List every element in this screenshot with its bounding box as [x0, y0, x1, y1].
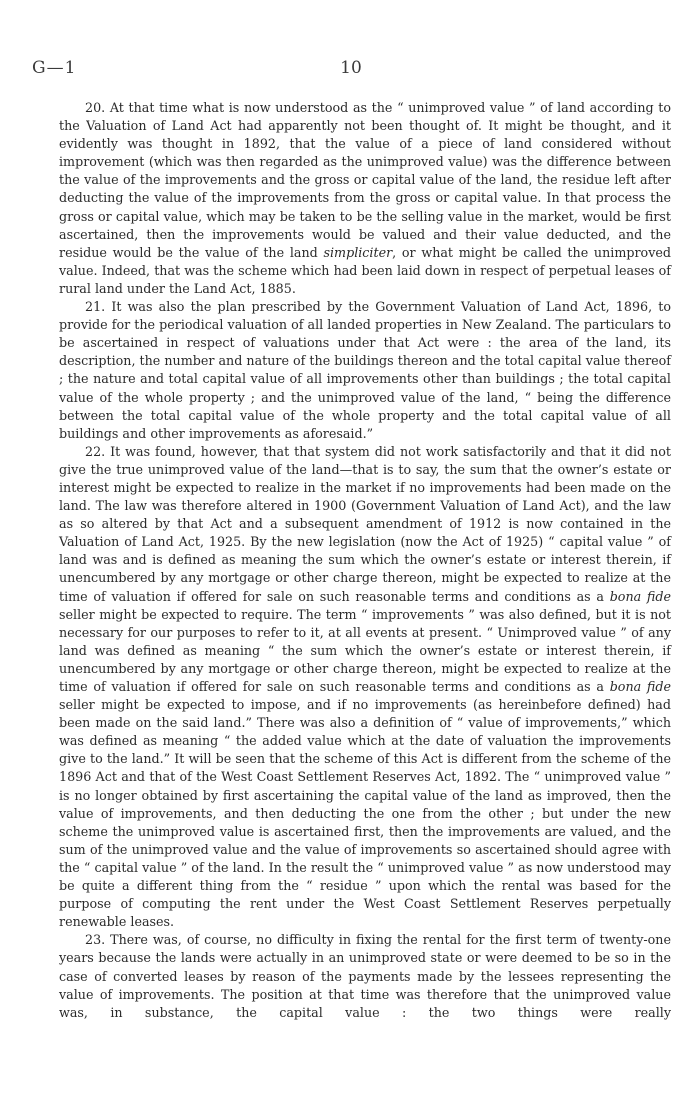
- paragraph-22-part-1: 22. It was found, however, that that system did not work satisfactorily and that it did not give the true unimproved value of the land—that is to say, the sum that the owner’s estate or interest might be expected to realize in the market if no improvements had been made on the land. The law was therefore altered in 1900 (Government Valuation of Land Act), and the law as so altered by that Act and a subsequent amendment of 1912 is now contained in the Valuation of Land Act, 1925. By the new legislation (now the Act of 1925) “ capital value ” of land was and is defined as meaning the sum which the owner’s estate or interest therein, if unencumbered by any mortgage or other charge thereon, might be expected to realize at the time of valuation if offered for sale on such reasonable terms and conditions as a: [59, 443, 671, 604]
- paragraph-23-text: 23. There was, of course, no difficulty in fixing the rental for the first term of twenty-one years because the lands were actually in an unimproved state or were deemed to be so in the case of converted leases by reason of the payments made by the lessees representing the value of improvements. The position at that time was therefore that the unimproved value was, in substance, the capital value : the two things were really: [59, 932, 671, 1020]
- paragraph-22-italic-1: bona fide: [609, 588, 671, 604]
- paragraph-21-text: 21. It was also the plan prescribed by the Government Valuation of Land Act, 1896, to provide for the periodical valuation of all landed properties in New Zealand. The particulars to be ascertained in respect of valuations under that Act were : the area of the land, its description, the number and nature of the buildings thereon and the total capital value thereof ; the nature and total capital value of all improvements other than buildings ; the total capital value of the whole property ; and the unimproved value of the land, “ being the difference between the total capital value of the whole property and the total capital value of all buildings and other improvements as aforesaid.”: [59, 299, 671, 441]
- paragraph-20-italic: simpliciter: [323, 244, 393, 260]
- paragraph-22-part-2: seller might be expected to require. The term “ improvements ” was also defined, but it is not necessary for our purposes to refer to it, at all events at present. “ Unimproved value ” of any land was defined as meaning “ the sum which the owner’s estate or interest therein, if unencumbered by any mortgage or other charge thereon, might be expected to realize at the time of valuation if offered for sale on such reasonable terms and conditions as a: [59, 606, 671, 694]
- paragraph-21: [59, 298, 671, 443]
- paragraph-20-text: 20. At that time what is now understood as the “ unimproved value ” of land according to the Valuation of Land Act had apparently not been thought of. It might be thought, and it evidently was thought in 1892, that the value of a piece of land considered without improvement (which was then regarded as the unimproved value) was the difference between the value of the improvements and the gross or capital value of the land, the residue left after deducting the value of the improvements from the gross or capital value. In that process the gross or capital value, which may be taken to be the selling value in the market, would be first ascertained, then the improvements would be valued and their value deducted, and the residue would be the value of the land: [59, 100, 671, 260]
- page-header: [32, 58, 670, 82]
- paragraph-20: [59, 99, 671, 298]
- page-reference: G—1: [32, 58, 77, 78]
- paragraph-22-part-3: seller might be expected to impose, and if no improvements (as hereinbefore defined) had been made on the said land.” There was also a definition of “ value of improvements,” which was defined as meaning “ the added value which at the date of valuation the improvements give to the land.” It will be seen that the scheme of this Act is different from the scheme of the 1896 Act and that of the West Coast Settlement Reserves Act, 1892. The “ unimproved value ” is no longer obtained by first ascertaining the capital value of the land as improved, then the value of improvements, and then deducting the one from the other ; but under the new scheme the unimproved value is ascertained first, then the improvements are valued, and the sum of the unimproved value and the value of improvements so ascertained should agree with the “ capital value ” of the land. In the result the “ unimproved value ” as now understood may be quite a different thing from the “ residue ” upon which the rental was based for the purpose of computing the rent under the West Coast Settlement Reserves perpetually renewable leases.: [59, 697, 671, 930]
- paragraph-20-tail: , or what might be called the unimproved value. Indeed, that was the scheme which had been laid down in respect of perpetual leases of rural land under the Land Act, 1885.: [59, 244, 671, 296]
- paragraph-22: [59, 443, 671, 932]
- paragraph-22-italic-2: bona fide: [609, 679, 671, 694]
- body-text: [59, 99, 671, 1022]
- page-number: 10: [340, 58, 362, 78]
- paragraph-23: [59, 931, 671, 1021]
